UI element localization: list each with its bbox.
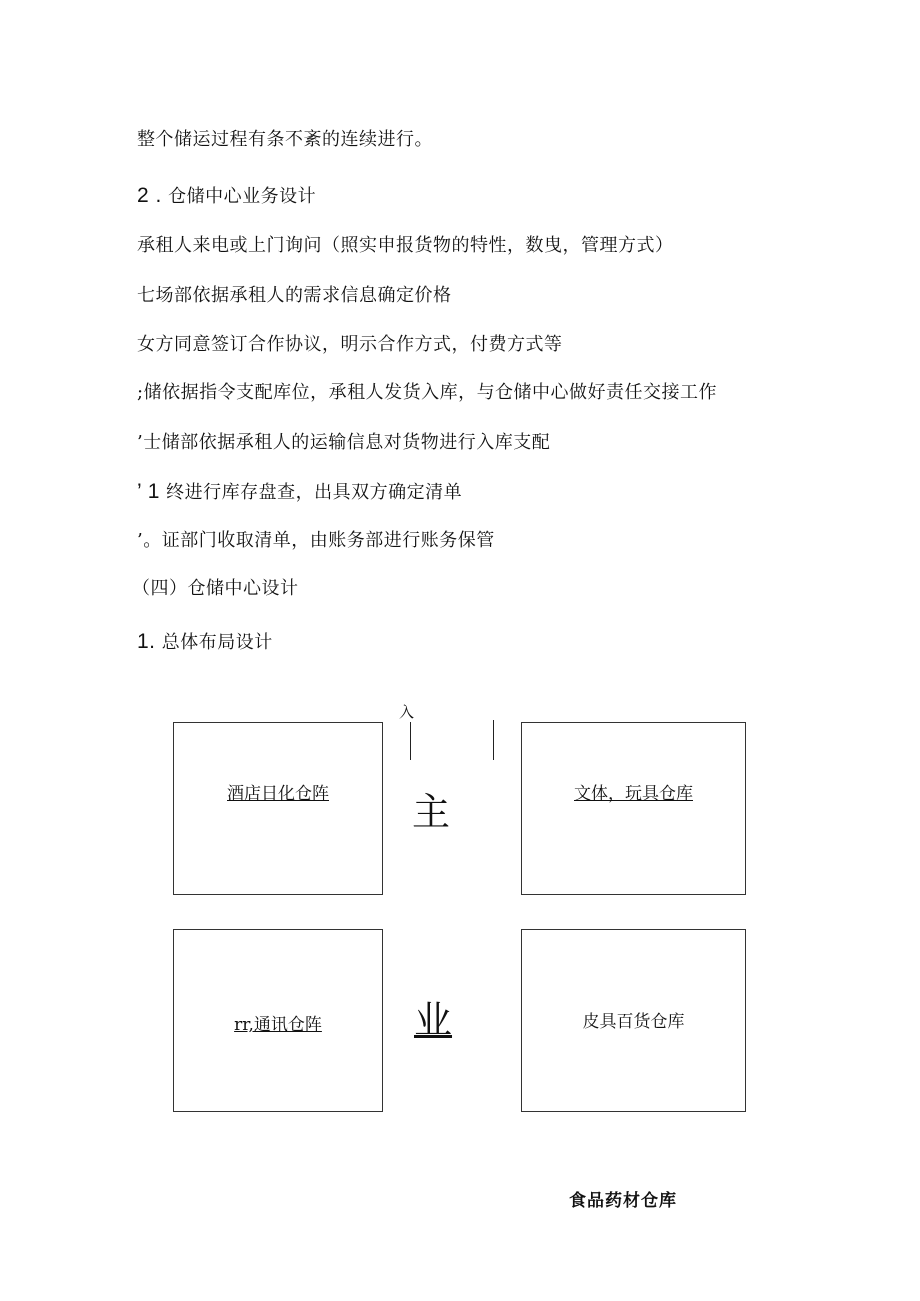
paragraph-text: 承租人来电或上门询问（照实申报货物的特性，数曳，管理方式） xyxy=(137,235,674,256)
road-char-main: 主 xyxy=(412,790,451,834)
warehouse-box-hotel-daily xyxy=(173,722,383,895)
paragraph-step-pricing xyxy=(137,284,452,308)
warehouse-label: rr,通讯仓阵 xyxy=(234,1015,322,1035)
paragraph-step-storage xyxy=(137,431,550,455)
paragraph-text: ;储依据指令支配库位，承租人发货入库，与仓储中心做好责任交接工作 xyxy=(137,382,718,403)
section-heading-center-design xyxy=(132,577,299,601)
subsection-title: 总体布局设计 xyxy=(161,632,273,653)
paragraph-1 xyxy=(137,128,433,152)
subsection-number: 1. xyxy=(137,630,156,653)
warehouse-box-leather-goods xyxy=(521,929,746,1112)
paragraph-step-allocation xyxy=(137,381,717,405)
subsection-heading-layout xyxy=(137,630,273,655)
paragraph-text: ’士储部依据承租人的运输信息对货物进行入库支配 xyxy=(137,432,551,453)
warehouse-label-food-medicine: 食品药材仓库 xyxy=(569,1191,677,1210)
paragraph-step-inquiry xyxy=(137,234,674,258)
section-title: （四）仓储中心设计 xyxy=(132,578,299,599)
section-heading-business-design xyxy=(137,184,316,209)
entrance-line-left xyxy=(410,722,411,760)
entrance-label: 入 xyxy=(399,703,415,721)
section-number: 2 . xyxy=(137,184,162,207)
warehouse-label: 酒店日化仓阵 xyxy=(227,784,329,804)
warehouse-label: 皮具百货仓库 xyxy=(582,1012,685,1032)
road-char-business: 业 xyxy=(414,998,453,1042)
paragraph-step-inventory xyxy=(137,480,462,505)
entrance-line-right xyxy=(493,720,494,760)
section-title: 仓储中心业务设计 xyxy=(168,186,317,207)
paragraph-text: 整个储运过程有条不紊的连续进行。 xyxy=(137,129,433,150)
paragraph-text: 七场部依据承租人的需求信息确定价格 xyxy=(137,285,452,306)
warehouse-label: 文体，玩具仓库 xyxy=(574,784,693,804)
paragraph-text: 终进行库存盘查，出具双方确定清单 xyxy=(166,482,463,503)
paragraph-lead: ’ 1 xyxy=(137,480,160,503)
paragraph-text: ’。证部门收取清单，由账务部进行账务保管 xyxy=(137,530,495,551)
paragraph-text: 女方同意签订合作协议，明示合作方式，付费方式等 xyxy=(137,334,563,355)
warehouse-box-sports-toys xyxy=(521,722,746,895)
paragraph-step-agreement xyxy=(137,333,563,357)
warehouse-box-communication xyxy=(173,929,383,1112)
paragraph-step-accounting xyxy=(137,529,495,553)
